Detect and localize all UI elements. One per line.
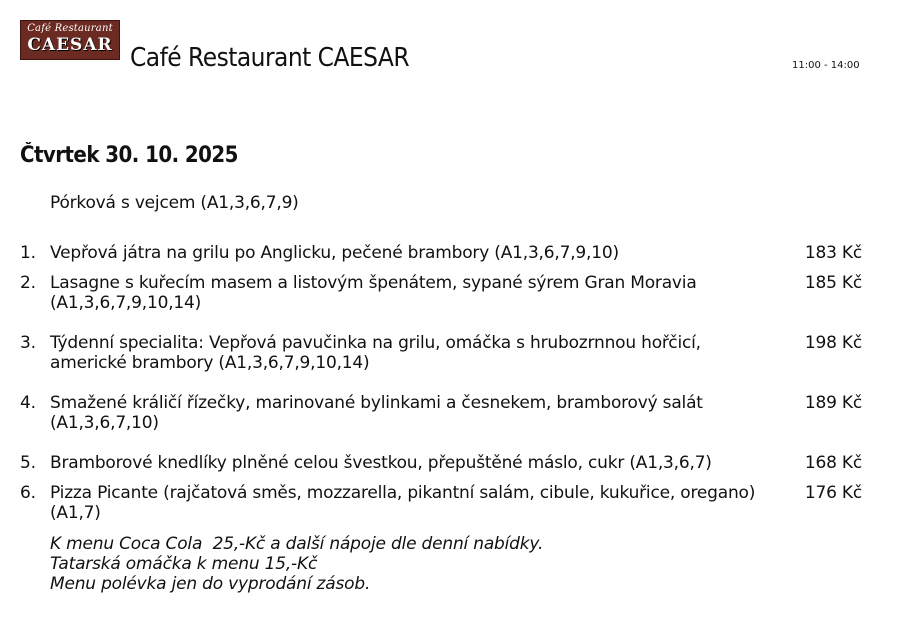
menu-item-description: Smažené králičí řízečky, marinované bylinkami a česnekem, bramborový salát (A1,3,6,7,10): [50, 393, 703, 433]
soup-of-the-day: Pórková s vejcem (A1,3,6,7,9): [50, 193, 299, 213]
page-title: Café Restaurant CAESAR: [130, 43, 410, 73]
menu-item-number: 1.: [20, 243, 36, 263]
menu-item-description: Bramborové knedlíky plněné celou švestkou, přepuštěné máslo, cukr (A1,3,6,7): [50, 453, 712, 473]
logo-script-text: Café Restaurant: [27, 23, 113, 34]
menu-item-number: 6.: [20, 483, 36, 503]
menu-item-price: 168 Kč: [804, 453, 862, 473]
logo-brand-text: CAESAR: [27, 35, 113, 55]
menu-notes: [50, 534, 543, 594]
menu-item-price: 198 Kč: [804, 333, 862, 353]
menu-item-number: 5.: [20, 453, 36, 473]
menu-item-number: 2.: [20, 273, 36, 293]
day-heading: Čtvrtek 30. 10. 2025: [20, 143, 238, 168]
menu-item-number: 3.: [20, 333, 36, 353]
note-soup-availability: Menu polévka jen do vyprodání zásob.: [50, 574, 371, 594]
menu-item-price: 189 Kč: [804, 393, 862, 413]
menu-item-number: 4.: [20, 393, 36, 413]
menu-item-price: 183 Kč: [804, 243, 862, 263]
menu-item-description: Lasagne s kuřecím masem a listovým špenátem, sypané sýrem Gran Moravia (A1,3,6,7,9,10,14): [50, 273, 697, 313]
restaurant-logo: [20, 20, 120, 60]
menu-item-description: Vepřová játra na grilu po Anglicku, pečené brambory (A1,3,6,7,9,10): [50, 243, 619, 263]
opening-hours: 11:00 - 14:00: [792, 60, 860, 71]
note-sauce: Tatarská omáčka k menu 15,-Kč: [50, 554, 318, 574]
menu-item-description: Pizza Picante (rajčatová směs, mozzarella, pikantní salám, cibule, kukuřice, oregano) (A1,7): [50, 483, 756, 523]
menu-item-description: Týdenní specialita: Vepřová pavučinka na grilu, omáčka s hrubozrnnou hořčicí, americké brambory (A1,3,6,7,9,10,14): [50, 333, 701, 373]
note-drinks: K menu Coca Cola 25,-Kč a další nápoje dle denní nabídky.: [50, 534, 544, 554]
menu-item-price: 176 Kč: [804, 483, 862, 503]
menu-item-price: 185 Kč: [804, 273, 862, 293]
